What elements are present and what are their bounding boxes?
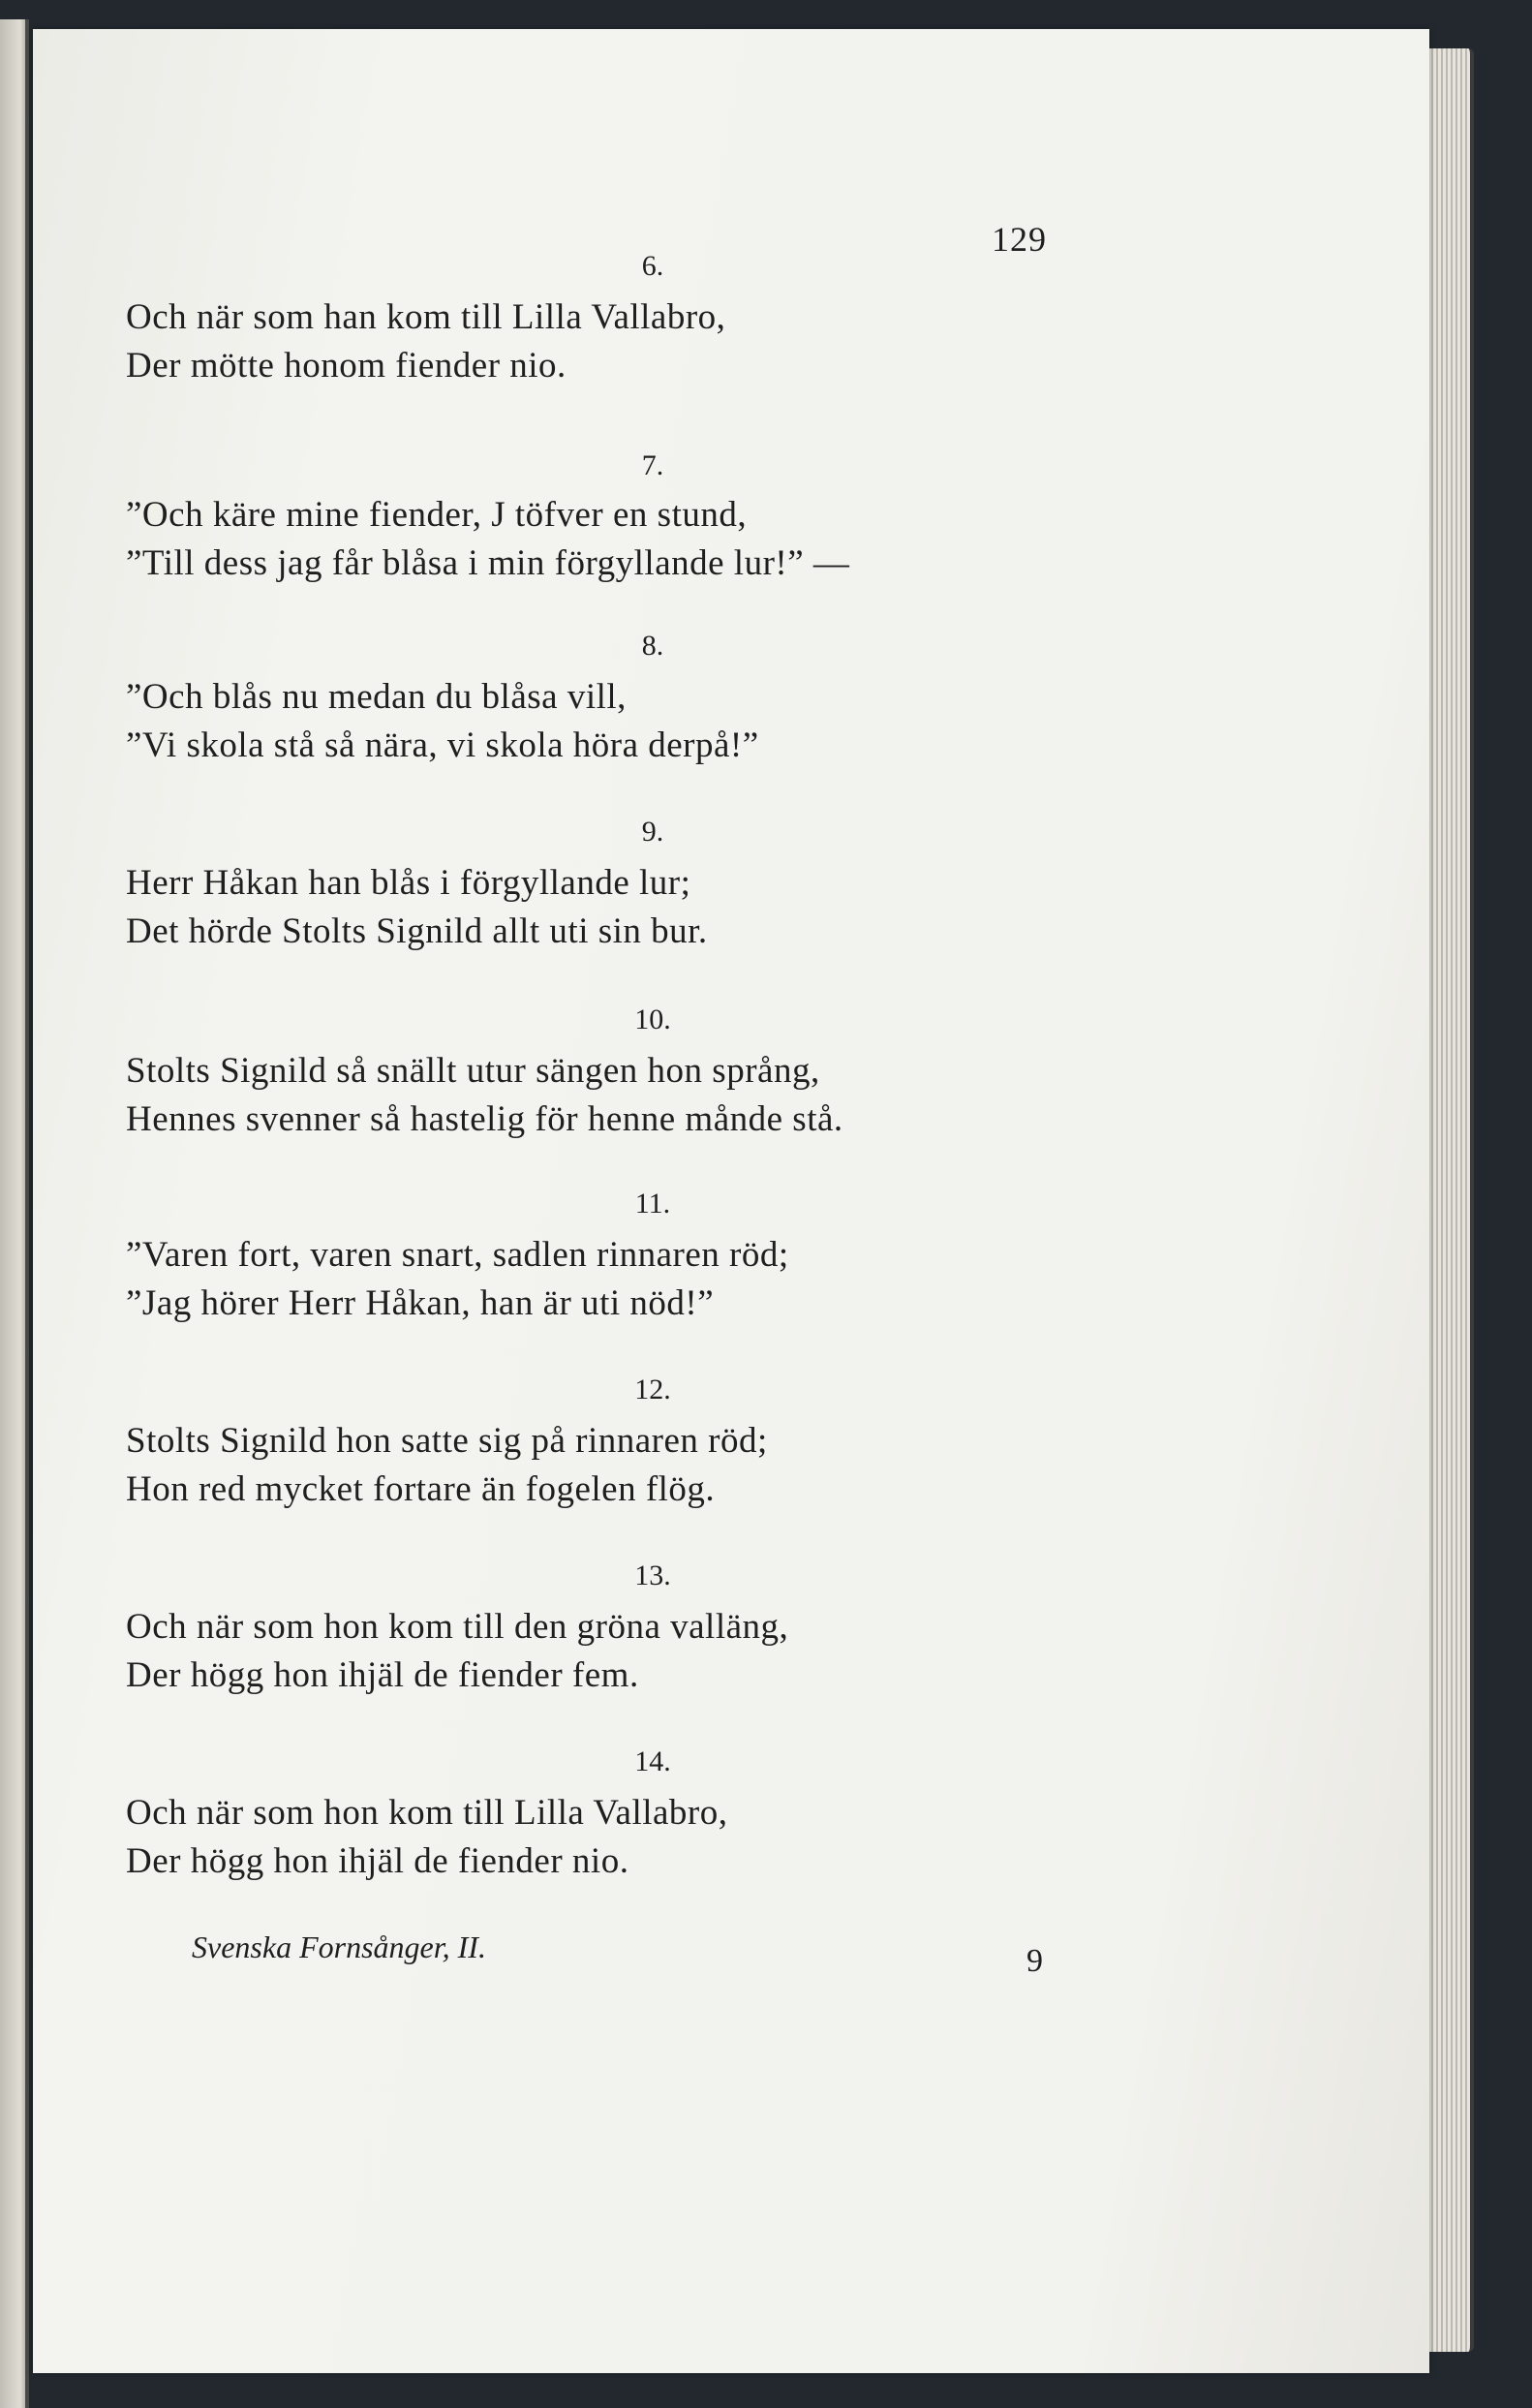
verse-line: Stolts Signild hon satte sig på rinnaren röd; (126, 1421, 768, 1461)
verse-line: Der mötte honom fiender nio. (126, 346, 567, 386)
stanza-number: 11. (634, 1188, 671, 1219)
verse-line: Och när som hon kom till den gröna valläng, (126, 1607, 789, 1647)
page-number: 129 (992, 220, 1047, 259)
verse-line: Och när som hon kom till Lilla Vallabro, (126, 1793, 728, 1833)
verse-line: Och när som han kom till Lilla Vallabro, (126, 297, 726, 337)
page-stack-edges (1424, 48, 1474, 2352)
verse-line: Der högg hon ihjäl de fiender nio. (126, 1841, 629, 1881)
signature-mark: 9 (1026, 1943, 1043, 1979)
verse-line: Det hörde Stolts Signild allt uti sin bur. (126, 911, 708, 951)
stanza-number: 13. (634, 1559, 671, 1591)
stanza-number: 9. (641, 816, 664, 848)
verse-line: ”Jag hörer Herr Håkan, han är uti nöd!” (126, 1283, 715, 1323)
verse-line: Stolts Signild så snällt utur sängen hon språng, (126, 1051, 820, 1091)
verse-line: ”Och blås nu medan du blåsa vill, (126, 677, 627, 717)
stanza-number: 8. (641, 630, 664, 662)
verse-line: ”Och käre mine fiender, J töfver en stund, (126, 495, 748, 535)
verse-line: Der högg hon ihjäl de fiender fem. (126, 1655, 639, 1695)
verse-line: ”Varen fort, varen snart, sadlen rinnaren röd; (126, 1235, 789, 1275)
stanza-number: 7. (641, 449, 664, 481)
verse-line: ”Vi skola stå så nära, vi skola höra derpå!” (126, 725, 759, 765)
verse-line: Hon red mycket fortare än fogelen flög. (126, 1469, 716, 1509)
stanza-number: 12. (634, 1374, 671, 1405)
verse-line: ”Till dess jag får blåsa i min förgyllande lur!” — (126, 543, 850, 583)
stanza-number: 14. (634, 1745, 671, 1777)
verse-line: Herr Håkan han blås i förgyllande lur; (126, 863, 691, 903)
stanza-number: 10. (634, 1003, 671, 1035)
verse-line: Hennes svenner så hastelig för henne månde stå. (126, 1099, 843, 1139)
footer-title: Svenska Fornsånger, II. (192, 1929, 486, 1964)
adjacent-page-edge (0, 19, 29, 2408)
book-page (33, 29, 1429, 2373)
stanza-number: 6. (641, 250, 664, 282)
